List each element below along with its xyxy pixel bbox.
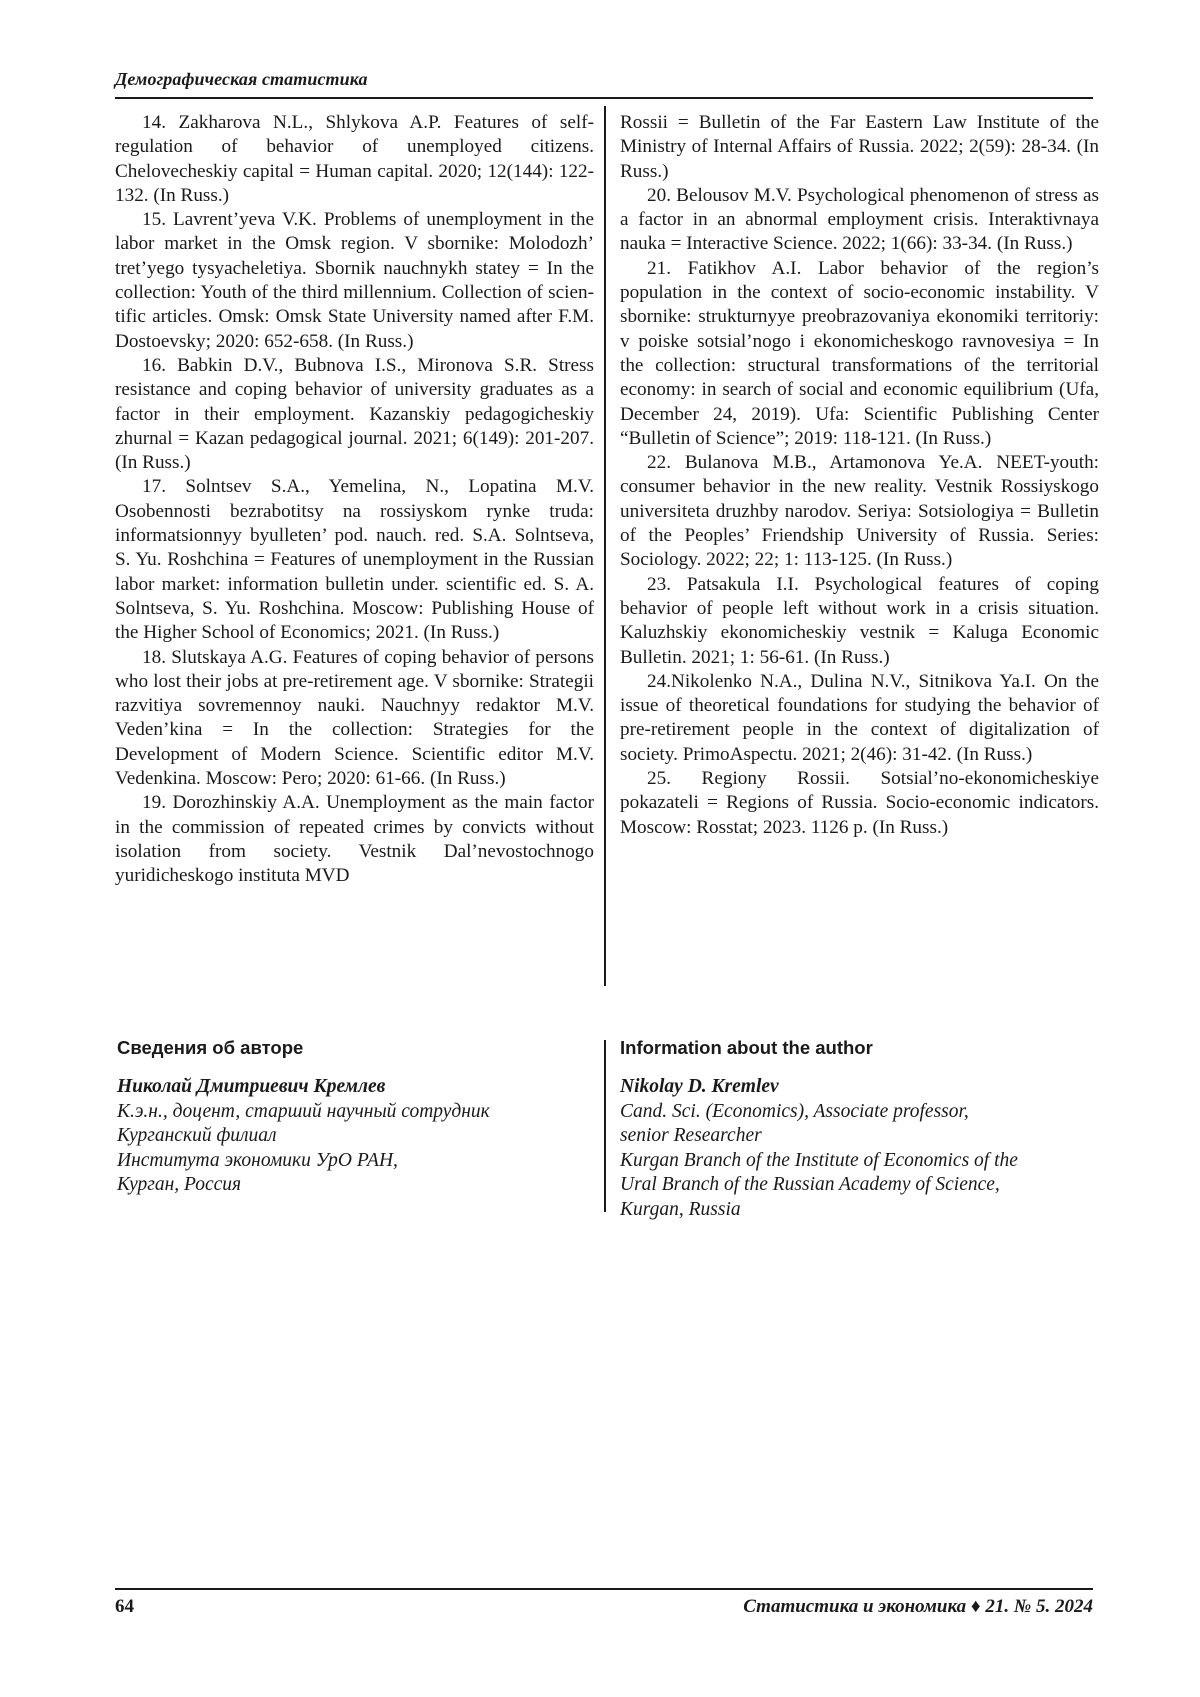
author-name-en: Nikolay D. Kremlev bbox=[620, 1076, 779, 1097]
author-line-ru: Института экономики УрО РАН, bbox=[117, 1149, 398, 1171]
author-line-en: Ural Branch of the Russian Academy of Science, bbox=[620, 1174, 1000, 1195]
header-rule bbox=[115, 97, 1093, 99]
author-heading-ru: Сведения об авторе bbox=[117, 1037, 304, 1058]
footer-rule bbox=[115, 1588, 1093, 1590]
author-info-en bbox=[620, 1075, 1090, 1222]
page-number: 64 bbox=[115, 1596, 134, 1617]
author-line-ru: Курганский филиал bbox=[117, 1125, 277, 1146]
author-line-en: Kurgan, Russia bbox=[620, 1198, 741, 1220]
reference-19-continuation: Rossii = Bulletin of the Far Eastern Law Institute of the Ministry of Internal Affairs of Russia. 2022; 2(59): 28-34. (In Russ.) bbox=[620, 112, 1099, 182]
reference-17: 17. Solntsev S.A., Yemelina, N., Lopatina M.V. Osobennosti bezrabotitsy na rossiyskom rynke truda: informatsionnyy byulleten’ pod. nauch. red. S.A. Solntseva, S. Yu. Roshchina = Features of unemployment in the Russian labor market: information bulletin under. scientific ed. S. A. Solntseva, S. Yu. Roshchina. Moscow: Publishing House of the Higher School of Economics; 2021. (In Russ.) bbox=[115, 476, 594, 644]
author-name-ru: Николай Дмитриевич Кремлев bbox=[117, 1076, 386, 1097]
author-heading-en: Information about the author bbox=[620, 1037, 873, 1058]
author-line-ru: К.э.н., доцент, старший научный сотрудник bbox=[117, 1100, 490, 1122]
reference-19: 19. Dorozhinskiy A.A. Unemployment as the main factor in the commission of repeated crimes by convicts without isolation from society. Vestnik Dal’nevostochnogo yuridicheskogo instituta MVD bbox=[115, 792, 594, 887]
author-line-ru: Курган, Россия bbox=[117, 1174, 242, 1195]
reference-23: 23. Patsakula I.I. Psychological features of coping behavior of people left without work in a crisis situation. Kaluzhskiy ekonomicheskiy vestnik = Kaluga Economic Bulletin. 2021; 1: 56-61. (In Russ.) bbox=[620, 573, 1099, 668]
journal-footer: Статистика и экономика ♦ 21. № 5. 2024 bbox=[743, 1596, 1093, 1617]
reference-21: 21. Fatikhov A.I. Labor behavior of the region’s population in the context of socio-economic instability. V sbornike: strukturnyye preobrazovaniya ekonomiki territoriy: v poiske sotsial’nogo i ekonomicheskogo ravnovesiya = In the collection: structural transformations of the territorial economy: in search of social and economic equilibrium (Ufa, December 24, 2019). Ufa: Scientific Publishing Center “Bulletin of Science”; 2019: 118-121. (In Russ.) bbox=[620, 257, 1099, 449]
references-left-column bbox=[115, 111, 594, 889]
reference-15: 15. Lavrent’yeva V.K. Problems of unemployment in the labor market in the Omsk region. V sbornike: Molodozh’ tret’yego tysyacheletiya. Sbornik nauchnykh statey = In the collection: Youth of the third millennium. Collection of scientific articles. Omsk: Omsk State University named after F.M. Dostoevsky; 2020: 652-658. (In Russ.) bbox=[115, 209, 594, 352]
running-title: Демографическая статистика bbox=[115, 69, 368, 89]
author-line-en: senior Researcher bbox=[620, 1125, 762, 1146]
author-line-en: Kurgan Branch of the Institute of Economics of the bbox=[620, 1149, 1018, 1171]
author-line-en: Cand. Sci. (Economics), Associate professor, bbox=[620, 1100, 969, 1122]
reference-14: 14. Zakharova N.L., Shlykova A.P. Features of self-regulation of behavior of unemployed citizens. Chelovecheskiy capital = Human capital. 2020; 12(144): 122-132. (In Russ.) bbox=[115, 112, 594, 206]
column-divider bbox=[604, 106, 606, 986]
reference-25: 25. Regiony Rossii. Sotsial’no-ekonomicheskiye pokazateli = Regions of Russia. Socio-economic indicators. Moscow: Rosstat; 2023. 1126 p. (In Russ.) bbox=[620, 768, 1099, 838]
author-info-ru bbox=[117, 1075, 587, 1198]
references-right-column bbox=[620, 111, 1099, 840]
reference-16: 16. Babkin D.V., Bubnova I.S., Mironova S.R. Stress resistance and coping behavior of university graduates as a factor in their employment. Kazanskiy pedagogicheskiy zhurnal = Kazan pedagogical journal. 2021; 6(149): 201-207. (In Russ.) bbox=[115, 354, 594, 474]
reference-20: 20. Belousov M.V. Psychological phenomenon of stress as a factor in an abnormal employment crisis. Interaktivnaya nauka = Interactive Science. 2022; 1(66): 33-34. (In Russ.) bbox=[620, 184, 1099, 255]
reference-24: 24.Nikolenko N.A., Dulina N.V., Sitnikova Ya.I. On the issue of theoretical foundations for studying the behavior of pre-retirement people in the context of digitalization of society. PrimoAspectu. 2021; 2(46): 31-42. (In Russ.) bbox=[620, 670, 1099, 765]
author-divider bbox=[604, 1040, 606, 1212]
reference-22: 22. Bulanova M.B., Artamonova Ye.A. NEET-youth: consumer behavior in the new reality. Vestnik Rossiyskogo universiteta druzhby narodov. Seriya: Sotsiologiya = Bulletin of the Peoples’ Friendship University of Russia. Series: Sociology. 2022; 22; 1: 113-125. (In Russ.) bbox=[620, 452, 1099, 571]
reference-18: 18. Slutskaya A.G. Features of coping behavior of persons who lost their jobs at pre-retirement age. V sbornike: Strategii razvitiya sovremennoy nauki. Nauchnyy redaktor M.V. Veden’kina = In the collection: Strategies for the Development of Modern Science. Scientific editor M.V. Vedenkina. Moscow: Pero; 2020: 61-66. (In Russ.) bbox=[115, 646, 594, 790]
